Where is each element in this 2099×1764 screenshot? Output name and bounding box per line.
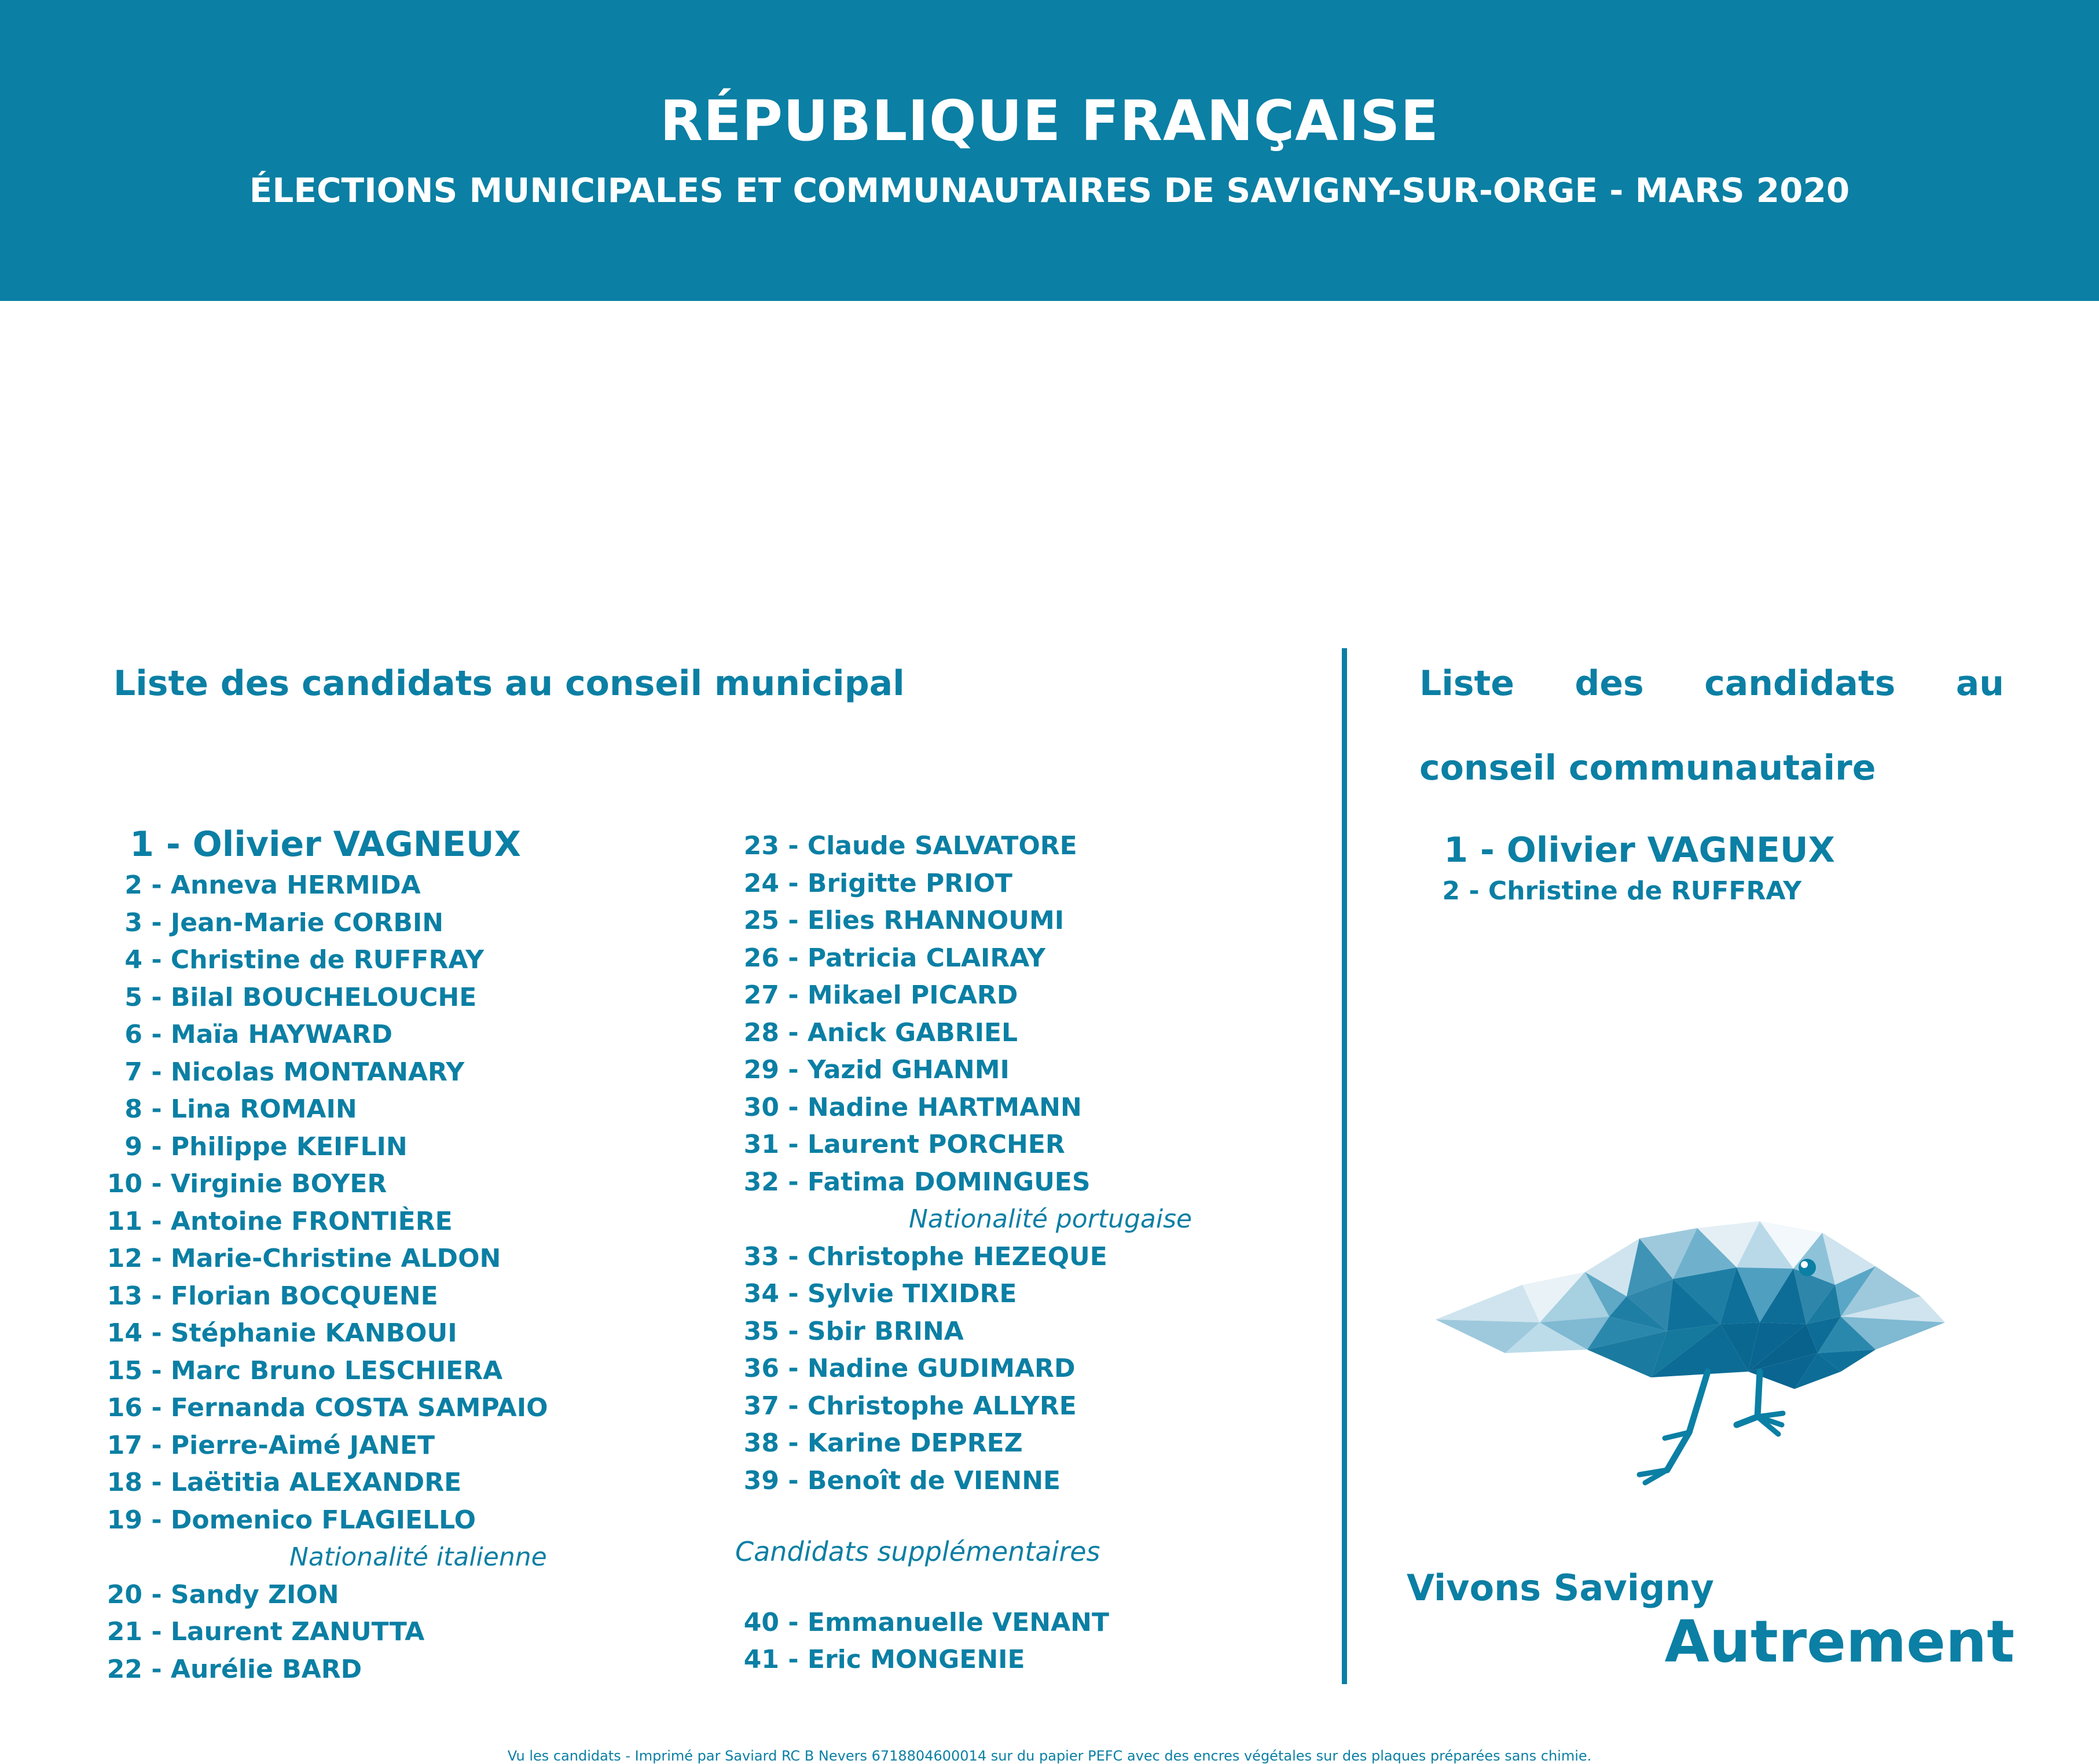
candidate-row bbox=[735, 1015, 1337, 1052]
candidate-number: 1 bbox=[1444, 830, 1468, 870]
candidate-name: Pierre-Aimé JANET bbox=[170, 1430, 435, 1460]
header-band bbox=[0, 0, 2099, 301]
candidate-row bbox=[735, 1350, 1337, 1388]
candidate-separator: - bbox=[779, 1354, 808, 1383]
candidate-separator: - bbox=[779, 1017, 808, 1048]
candidate-number: 31 bbox=[743, 1130, 779, 1159]
candidate-row bbox=[735, 865, 1337, 903]
candidate-number: 39 bbox=[743, 1465, 779, 1495]
candidate-separator: - bbox=[142, 1318, 171, 1348]
municipal-candidates-column-left bbox=[98, 822, 724, 1688]
candidate-number: 17 bbox=[107, 1430, 142, 1460]
candidate-number: 28 bbox=[743, 1017, 779, 1048]
communautaire-candidates-column bbox=[1407, 828, 2020, 910]
candidate-row bbox=[735, 1276, 1337, 1313]
page-title: RÉPUBLIQUE FRANÇAISE bbox=[660, 88, 1439, 153]
candidate-name: Eric MONGENIE bbox=[807, 1645, 1025, 1674]
communautaire-title-line2: conseil communautaire bbox=[1419, 748, 1876, 789]
candidate-name: Christine de RUFFRAY bbox=[170, 945, 485, 975]
candidate-row bbox=[98, 1353, 724, 1390]
candidate-name: Laurent ZANUTTA bbox=[170, 1617, 425, 1647]
candidate-name: Mikael PICARD bbox=[807, 980, 1018, 1010]
candidate-number: 36 bbox=[743, 1354, 779, 1383]
candidate-number: 2 bbox=[1442, 876, 1460, 906]
candidate-number: 2 bbox=[124, 870, 142, 900]
list-spacer bbox=[735, 1500, 1337, 1533]
candidate-separator: - bbox=[142, 982, 171, 1012]
candidate-name: Patricia CLAIRAY bbox=[807, 943, 1045, 973]
candidate-separator: - bbox=[154, 824, 193, 865]
candidate-row bbox=[98, 867, 724, 905]
candidate-row bbox=[98, 1614, 724, 1651]
candidate-separator: - bbox=[142, 1468, 171, 1497]
candidate-row bbox=[735, 828, 1337, 865]
candidate-separator: - bbox=[779, 1391, 808, 1421]
candidate-separator: - bbox=[779, 1092, 808, 1122]
municipal-list-title: Liste des candidats au conseil municipal bbox=[113, 663, 905, 704]
candidate-row bbox=[98, 1427, 724, 1465]
candidate-row bbox=[735, 1641, 1337, 1679]
candidate-number: 38 bbox=[743, 1428, 779, 1458]
candidate-separator: - bbox=[142, 1057, 171, 1087]
candidate-name: Christophe ALLYRE bbox=[807, 1391, 1077, 1421]
candidate-name: Florian BOCQUENE bbox=[170, 1281, 438, 1311]
candidate-name: Emmanuelle VENANT bbox=[807, 1607, 1109, 1637]
candidate-separator: - bbox=[779, 1279, 808, 1309]
candidate-separator: - bbox=[779, 980, 808, 1010]
candidate-number: 3 bbox=[124, 907, 142, 938]
candidate-name: Yazid GHANMI bbox=[807, 1055, 1010, 1085]
communautaire-list-title bbox=[1419, 663, 2004, 790]
supplementary-candidates-heading: Candidats supplémentaires bbox=[735, 1536, 1100, 1567]
candidate-number: 4 bbox=[124, 945, 142, 975]
candidate-separator: - bbox=[779, 1607, 808, 1637]
candidate-separator: - bbox=[142, 907, 171, 938]
candidate-row bbox=[98, 942, 724, 979]
candidate-row bbox=[735, 940, 1337, 977]
candidate-separator: - bbox=[779, 1055, 808, 1085]
candidate-separator: - bbox=[142, 870, 171, 900]
campaign-slogan bbox=[1407, 1568, 2026, 1676]
candidate-row bbox=[1407, 828, 2020, 873]
candidate-separator: - bbox=[1460, 876, 1488, 906]
candidate-number: 29 bbox=[743, 1055, 779, 1085]
candidate-number: 16 bbox=[107, 1393, 142, 1423]
candidate-number: 37 bbox=[743, 1391, 779, 1421]
candidate-name: Christophe HEZEQUE bbox=[807, 1241, 1107, 1271]
candidate-name: Domenico FLAGIELLO bbox=[170, 1505, 476, 1535]
candidate-separator: - bbox=[142, 1654, 171, 1684]
bird-icon bbox=[1436, 1198, 1945, 1499]
candidate-number: 24 bbox=[743, 868, 779, 898]
candidate-number: 27 bbox=[743, 980, 779, 1010]
communautaire-title-line1: Liste des candidats au bbox=[1419, 663, 2004, 704]
candidate-name: Fernanda COSTA SAMPAIO bbox=[170, 1393, 548, 1423]
candidate-separator: - bbox=[142, 1206, 171, 1236]
candidate-separator: - bbox=[779, 1465, 808, 1495]
candidate-number: 9 bbox=[124, 1131, 142, 1162]
candidate-name: Bilal BOUCHELOUCHE bbox=[170, 982, 477, 1012]
candidate-row bbox=[1407, 873, 2020, 910]
candidate-row bbox=[98, 1576, 724, 1614]
candidate-separator: - bbox=[779, 1167, 808, 1197]
candidate-separator: - bbox=[142, 1131, 171, 1162]
candidate-row bbox=[735, 1052, 1337, 1089]
candidate-name: Laurent PORCHER bbox=[807, 1130, 1065, 1159]
candidate-number: 7 bbox=[124, 1057, 142, 1087]
candidate-name: Philippe KEIFLIN bbox=[170, 1131, 408, 1162]
candidate-separator: - bbox=[142, 1094, 171, 1124]
candidate-name: Christine de RUFFRAY bbox=[1488, 876, 1802, 906]
candidate-number: 8 bbox=[124, 1094, 142, 1124]
candidate-row bbox=[98, 1502, 724, 1539]
candidate-number: 25 bbox=[743, 906, 779, 935]
candidate-number: 18 bbox=[107, 1468, 142, 1497]
candidate-name: Maïa HAYWARD bbox=[170, 1020, 393, 1049]
candidate-row bbox=[735, 1164, 1337, 1201]
candidate-name: Jean-Marie CORBIN bbox=[170, 907, 444, 938]
candidate-number: 33 bbox=[743, 1241, 779, 1271]
candidate-number: 41 bbox=[743, 1645, 779, 1674]
candidate-row bbox=[735, 1313, 1337, 1351]
candidate-separator: - bbox=[779, 831, 808, 861]
slogan-line-1: Vivons Savigny bbox=[1407, 1567, 1714, 1609]
candidate-row bbox=[98, 1240, 724, 1278]
candidate-number: 11 bbox=[107, 1206, 142, 1236]
candidate-name: Aurélie BARD bbox=[170, 1654, 362, 1684]
candidate-name: Claude SALVATORE bbox=[807, 831, 1077, 861]
candidate-name: Benoît de VIENNE bbox=[807, 1465, 1061, 1495]
candidate-name: Stéphanie KANBOUI bbox=[170, 1318, 457, 1348]
candidate-name: Marie-Christine ALDON bbox=[170, 1244, 501, 1273]
candidate-name: Karine DEPREZ bbox=[807, 1428, 1023, 1458]
candidate-separator: - bbox=[779, 1428, 808, 1458]
candidate-number: 22 bbox=[107, 1654, 142, 1684]
candidate-number: 30 bbox=[743, 1092, 779, 1122]
candidate-name: Anneva HERMIDA bbox=[170, 870, 421, 900]
candidate-name: Nadine GUDIMARD bbox=[807, 1354, 1076, 1383]
candidate-number: 6 bbox=[124, 1020, 142, 1049]
slogan-line-2: Autrement bbox=[1664, 1608, 2014, 1676]
candidate-separator: - bbox=[142, 1169, 171, 1199]
municipal-candidates-column-right bbox=[735, 828, 1337, 1679]
candidate-number: 14 bbox=[107, 1318, 142, 1348]
candidate-row bbox=[98, 1390, 724, 1427]
candidate-separator: - bbox=[142, 1505, 171, 1535]
candidate-name: Antoine FRONTIÈRE bbox=[170, 1206, 453, 1236]
candidate-separator: - bbox=[142, 1393, 171, 1423]
candidate-name: Brigitte PRIOT bbox=[807, 868, 1012, 898]
candidate-number: 35 bbox=[743, 1316, 779, 1346]
candidate-row bbox=[735, 1388, 1337, 1425]
candidate-name: Virginie BOYER bbox=[170, 1169, 387, 1199]
candidate-row bbox=[98, 1203, 724, 1241]
candidate-row bbox=[98, 822, 724, 867]
candidate-number: 21 bbox=[107, 1617, 142, 1647]
candidate-row bbox=[735, 1126, 1337, 1164]
legal-footer: Vu les candidats - Imprimé par Saviard RC B Nevers 6718804600014 sur du papier PEFC avec des encres végétales sur des plaques préparées sans chimie. bbox=[507, 1748, 1592, 1764]
candidate-separator: - bbox=[142, 945, 171, 975]
list-spacer bbox=[735, 1571, 1337, 1604]
candidate-row bbox=[98, 1651, 724, 1689]
page-subtitle: ÉLECTIONS MUNICIPALES ET COMMUNAUTAIRES DE SAVIGNY-SUR-ORGE - MARS 2020 bbox=[249, 170, 1850, 210]
candidate-separator: - bbox=[142, 1020, 171, 1049]
candidate-name: Anick GABRIEL bbox=[807, 1017, 1018, 1048]
candidate-row bbox=[735, 1089, 1337, 1127]
candidate-nationality-note: Nationalité portugaise bbox=[909, 1204, 1192, 1234]
candidate-number: 34 bbox=[743, 1279, 779, 1309]
candidate-number: 23 bbox=[743, 831, 779, 861]
candidate-separator: - bbox=[142, 1281, 171, 1311]
candidate-separator: - bbox=[779, 1316, 808, 1346]
candidate-separator: - bbox=[1468, 830, 1507, 870]
candidate-separator: - bbox=[779, 906, 808, 935]
candidate-name: Olivier VAGNEUX bbox=[1506, 830, 1835, 870]
candidate-row bbox=[98, 1315, 724, 1353]
candidate-number: 40 bbox=[743, 1607, 779, 1637]
candidate-row bbox=[98, 1054, 724, 1092]
column-divider bbox=[1342, 648, 1347, 1684]
candidate-separator: - bbox=[142, 1355, 171, 1386]
candidate-nationality-note: Nationalité italienne bbox=[289, 1542, 547, 1572]
candidate-number: 10 bbox=[107, 1169, 142, 1199]
candidate-separator: - bbox=[779, 868, 808, 898]
candidate-name: Marc Bruno LESCHIERA bbox=[170, 1355, 503, 1386]
candidate-row bbox=[98, 905, 724, 942]
candidate-row bbox=[735, 1604, 1337, 1642]
candidate-name: Sylvie TIXIDRE bbox=[807, 1279, 1017, 1309]
candidate-row bbox=[735, 1239, 1337, 1276]
candidate-number: 20 bbox=[107, 1579, 142, 1609]
candidate-name: Sbir BRINA bbox=[807, 1316, 964, 1346]
candidate-number: 26 bbox=[743, 943, 779, 973]
document-body bbox=[0, 301, 2099, 1764]
candidate-row bbox=[735, 902, 1337, 940]
candidate-separator: - bbox=[779, 1130, 808, 1159]
candidate-row bbox=[735, 1425, 1337, 1462]
candidate-row bbox=[98, 1091, 724, 1129]
candidate-row bbox=[735, 977, 1337, 1015]
candidate-row bbox=[98, 1129, 724, 1166]
candidate-row bbox=[98, 1464, 724, 1502]
candidate-number: 19 bbox=[107, 1505, 142, 1535]
candidate-number: 32 bbox=[743, 1167, 779, 1197]
candidate-separator: - bbox=[779, 1645, 808, 1674]
candidate-separator: - bbox=[779, 943, 808, 973]
candidate-separator: - bbox=[142, 1617, 171, 1647]
candidate-number: 1 bbox=[130, 824, 154, 865]
candidate-number: 5 bbox=[124, 982, 142, 1012]
candidate-separator: - bbox=[142, 1430, 171, 1460]
candidate-name: Elies RHANNOUMI bbox=[807, 906, 1065, 935]
candidate-name: Laëtitia ALEXANDRE bbox=[170, 1468, 462, 1497]
candidate-separator: - bbox=[142, 1244, 171, 1273]
candidate-name: Lina ROMAIN bbox=[170, 1094, 357, 1124]
candidate-number: 13 bbox=[107, 1281, 142, 1311]
candidate-name: Nicolas MONTANARY bbox=[170, 1057, 465, 1087]
candidate-name: Sandy ZION bbox=[170, 1579, 339, 1609]
candidate-row bbox=[735, 1462, 1337, 1500]
candidate-row bbox=[98, 979, 724, 1017]
candidate-number: 12 bbox=[107, 1244, 142, 1273]
candidate-separator: - bbox=[779, 1241, 808, 1271]
candidate-separator: - bbox=[142, 1579, 171, 1609]
candidate-row bbox=[98, 1166, 724, 1203]
candidate-number: 15 bbox=[107, 1355, 142, 1386]
candidate-name: Nadine HARTMANN bbox=[807, 1092, 1082, 1122]
candidate-row bbox=[98, 1278, 724, 1315]
candidate-name: Olivier VAGNEUX bbox=[192, 824, 521, 865]
candidate-row bbox=[98, 1016, 724, 1054]
candidate-name: Fatima DOMINGUES bbox=[807, 1167, 1091, 1197]
